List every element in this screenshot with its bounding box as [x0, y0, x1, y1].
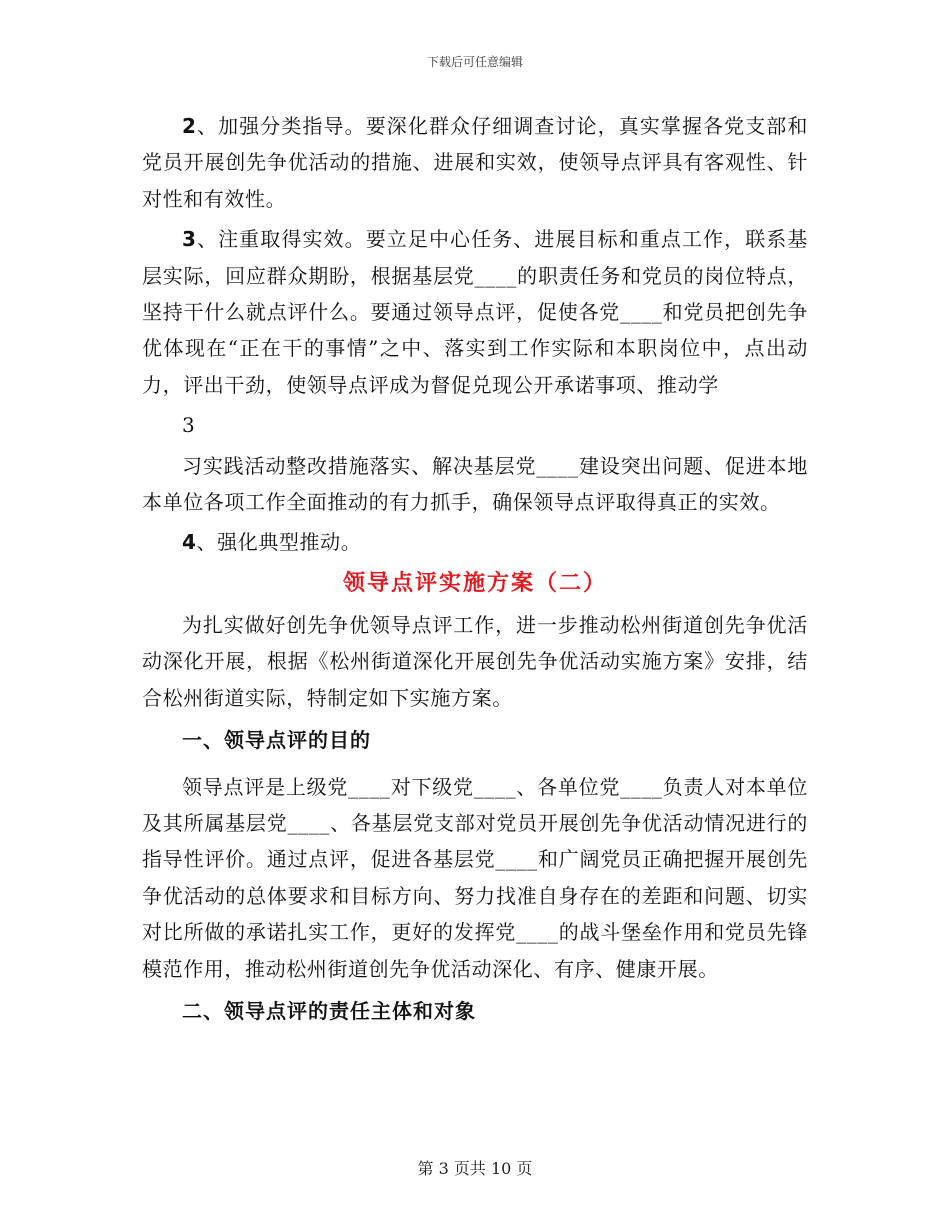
- paragraph-continuation: 习实践活动整改措施落实、解决基层党____建设突出问题、促进本地本单位各项工作全面推动的有力抓手，确保领导点评取得真正的实效。: [142, 453, 808, 515]
- paragraph-item-4: [142, 524, 808, 560]
- paragraph-item-3: [142, 221, 808, 403]
- intro-paragraph: 为扎实做好创先争优领导点评工作，进一步推动松州街道创先争优活动深化开展，根据《松州街道深化开展创先争优活动实施方案》安排，结合松州街道实际，特制定如下实施方案。: [142, 612, 808, 710]
- purpose-paragraph: 领导点评是上级党____对下级党____、各单位党____负责人对本单位及其所属基层党____、各基层党支部对党员开展创先争优活动情况进行的指导性评价。通过点评，促进各基层党____和广阔党员正确把握开展创先争优活动的总体要求和目标方向、努力找准自身存在的差距和问题、切实对比所做的承诺扎实工作，更好的发挥党____的战斗堡垒作用和党员先锋模范作用，推动松州街道创先争优活动深化、有序、健康开展。: [142, 774, 808, 981]
- heading-responsibility: 二、领导点评的责任主体和对象: [182, 998, 476, 1023]
- page-header: 下载后可任意编辑: [426, 55, 523, 69]
- section-title: 领导点评实施方案（二）: [342, 569, 607, 596]
- page-marker: 3: [182, 413, 196, 438]
- page-footer: 第 3 页共 10 页: [417, 1159, 533, 1178]
- paragraph-text: 、加强分类指导。要深化群众仔细调查讨论，真实掌握各党支部和党员开展创先争优活动的措施、进展和实效，使领导点评具有客观性、针对性和有效性。: [142, 114, 808, 211]
- paragraph-item-2: [142, 108, 808, 217]
- paragraph-text: 、注重取得实效。要立足中心任务、进展目标和重点工作，联系基层实际，回应群众期盼，根据基层党____的职责任务和党员的岗位特点，坚持干什么就点评什么。要通过领导点评，促使各党____和党员把创先争优体现在“正在干的事情”之中、落实到工作实际和本职岗位中，点出动力，评出干劲，使领导点评成为督促兑现公开承诺事项、推动学: [142, 227, 808, 397]
- document-body: [142, 108, 808, 1039]
- item-number: 3: [182, 227, 197, 252]
- item-number: 4: [182, 530, 197, 555]
- paragraph-text: 、强化典型推动。: [196, 530, 362, 555]
- item-number: 2: [182, 114, 197, 138]
- heading-purpose: 一、领导点评的目的: [182, 728, 371, 753]
